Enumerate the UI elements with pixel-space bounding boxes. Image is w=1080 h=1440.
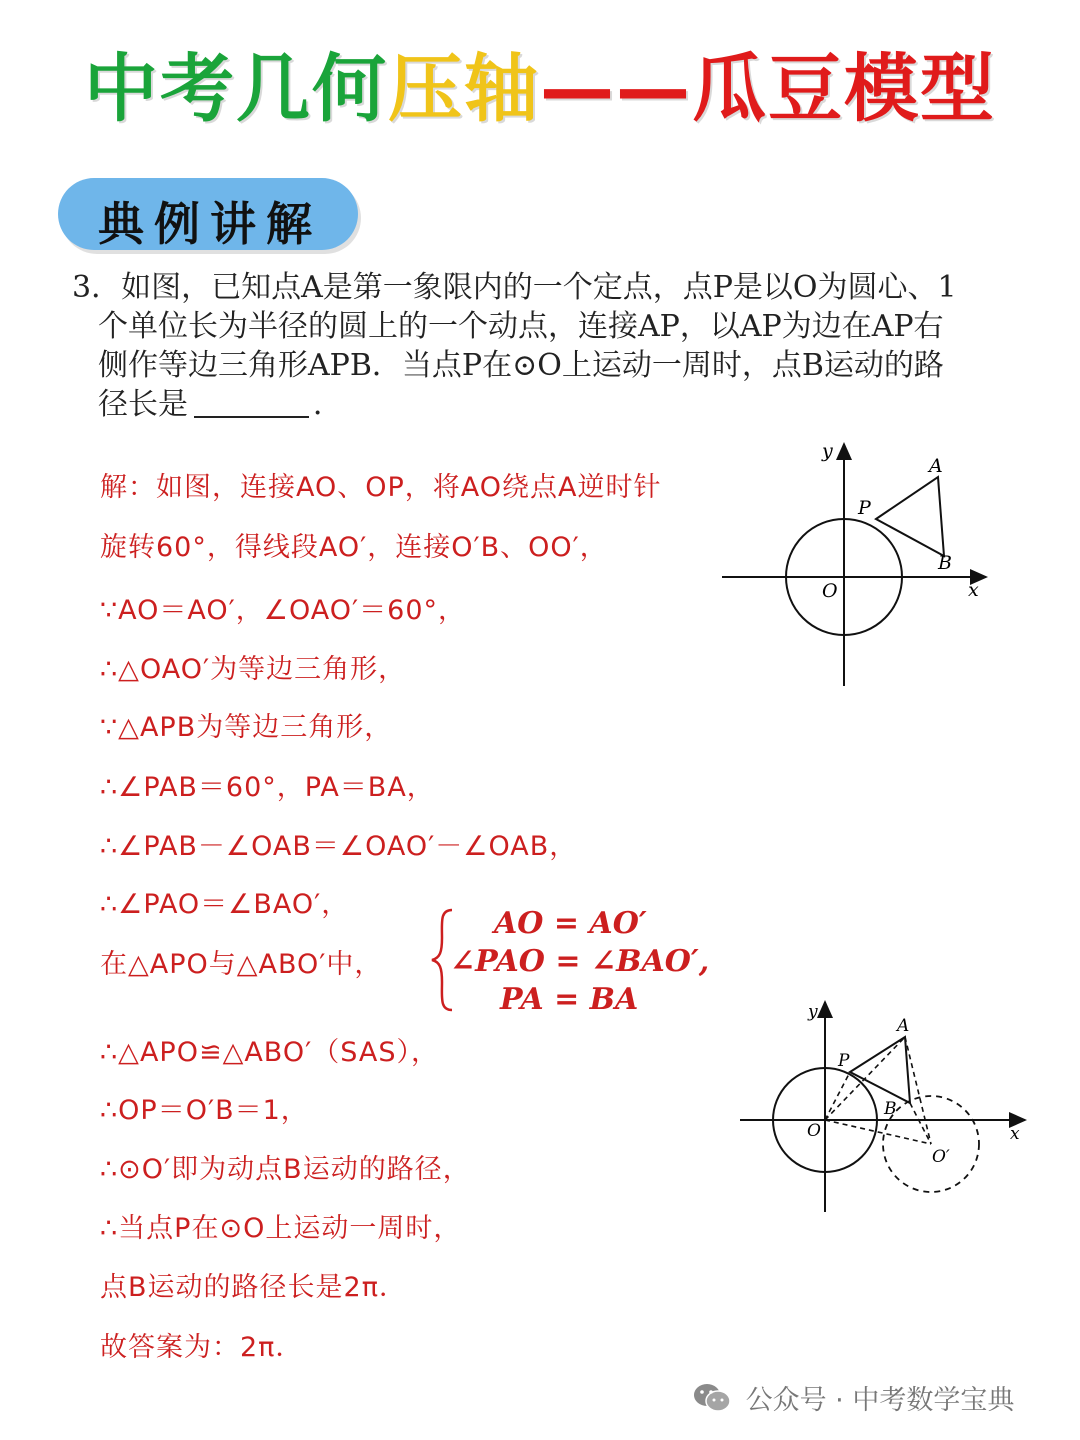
label-o-prime: O′ [932, 1147, 950, 1167]
solution-line: ∴∠PAB＝60°，PA＝BA， [100, 772, 435, 803]
system-eq-2: ∠PAO = ∠BAO′, [450, 944, 710, 979]
label-y: y [822, 440, 833, 462]
label-b: B [884, 1099, 897, 1119]
solution-line: 点B运动的路径长是2π． [100, 1272, 407, 1303]
solution-line: ∴OP＝O′B＝1， [100, 1095, 309, 1126]
question-line: 个单位长为半径的圆上的一个动点，连接AP，以AP为边在AP右 [98, 309, 944, 344]
segment-op [825, 1072, 850, 1120]
title-part-green: 中考几何 [84, 46, 388, 132]
question-line: 3．如图，已知点A是第一象限内的一个定点，点P是以O为圆心、1 [72, 270, 957, 305]
label-x: x [968, 579, 979, 601]
footer-watermark [693, 1378, 1014, 1422]
question-line: 侧作等边三角形APB．当点P在⊙O上运动一周时，点B运动的路 [98, 348, 944, 383]
answer-blank [194, 390, 309, 418]
system-eq-3: PA = BA [500, 982, 639, 1017]
question-text [72, 268, 1012, 424]
solution-line: ∴∠PAO＝∠BAO′， [100, 889, 350, 920]
label-x: x [1010, 1124, 1020, 1144]
label-o: O [822, 580, 838, 602]
label-b: B [938, 552, 952, 574]
label-p: P [858, 497, 871, 519]
solution-line: ∵△APB为等边三角形， [100, 712, 393, 743]
wechat-icon [693, 1382, 731, 1414]
solution-line: ∴⊙O′即为动点B运动的路径， [100, 1154, 471, 1185]
title-part-yellow: 压轴 [388, 46, 540, 132]
section-label-pill [58, 178, 358, 250]
solution-line: 解：如图，连接AO、OP，将AO绕点A逆时针 [100, 472, 662, 503]
label-p: P [838, 1051, 850, 1071]
triangle-apb [876, 477, 944, 556]
figure-1 [715, 435, 1005, 695]
solution-line: ∴△OAO′为等边三角形， [100, 654, 407, 685]
segment-o-prime-b [910, 1103, 931, 1144]
section-label: 典例讲解 [98, 197, 322, 251]
segment-oo-prime [825, 1120, 931, 1144]
question-line-prefix: 径长是 [98, 387, 188, 422]
solution-line: ∴△APO≌△ABO′（SAS）， [100, 1037, 439, 1068]
solution-line: ∵AO＝AO′，∠OAO′＝60°， [100, 595, 467, 626]
figure-2 [735, 995, 1035, 1220]
label-a: A [929, 455, 943, 477]
title-part-red: ——瓜豆模型 [540, 46, 996, 132]
label-o: O [807, 1121, 821, 1141]
solution-line: 在△APO与△ABO′中， [100, 949, 383, 980]
question-line-suffix: ． [313, 387, 343, 422]
label-a: A [897, 1016, 910, 1036]
solution-line: 旋转60°，得线段AO′，连接O′B、OO′， [100, 532, 608, 563]
label-y: y [808, 1002, 818, 1022]
triangle-apb [850, 1037, 910, 1103]
question-line [72, 385, 1012, 424]
solution-line: 故答案为：2π． [100, 1332, 304, 1363]
solution-line: ∴当点P在⊙O上运动一周时， [100, 1213, 462, 1244]
page-title [0, 30, 1080, 136]
solution-line: ∴∠PAB－∠OAB＝∠OAO′－∠OAB， [100, 831, 578, 862]
system-eq-1: AO = AO′ [494, 906, 647, 941]
footer-text: 公众号 · 中考数学宝典 [745, 1385, 1015, 1416]
